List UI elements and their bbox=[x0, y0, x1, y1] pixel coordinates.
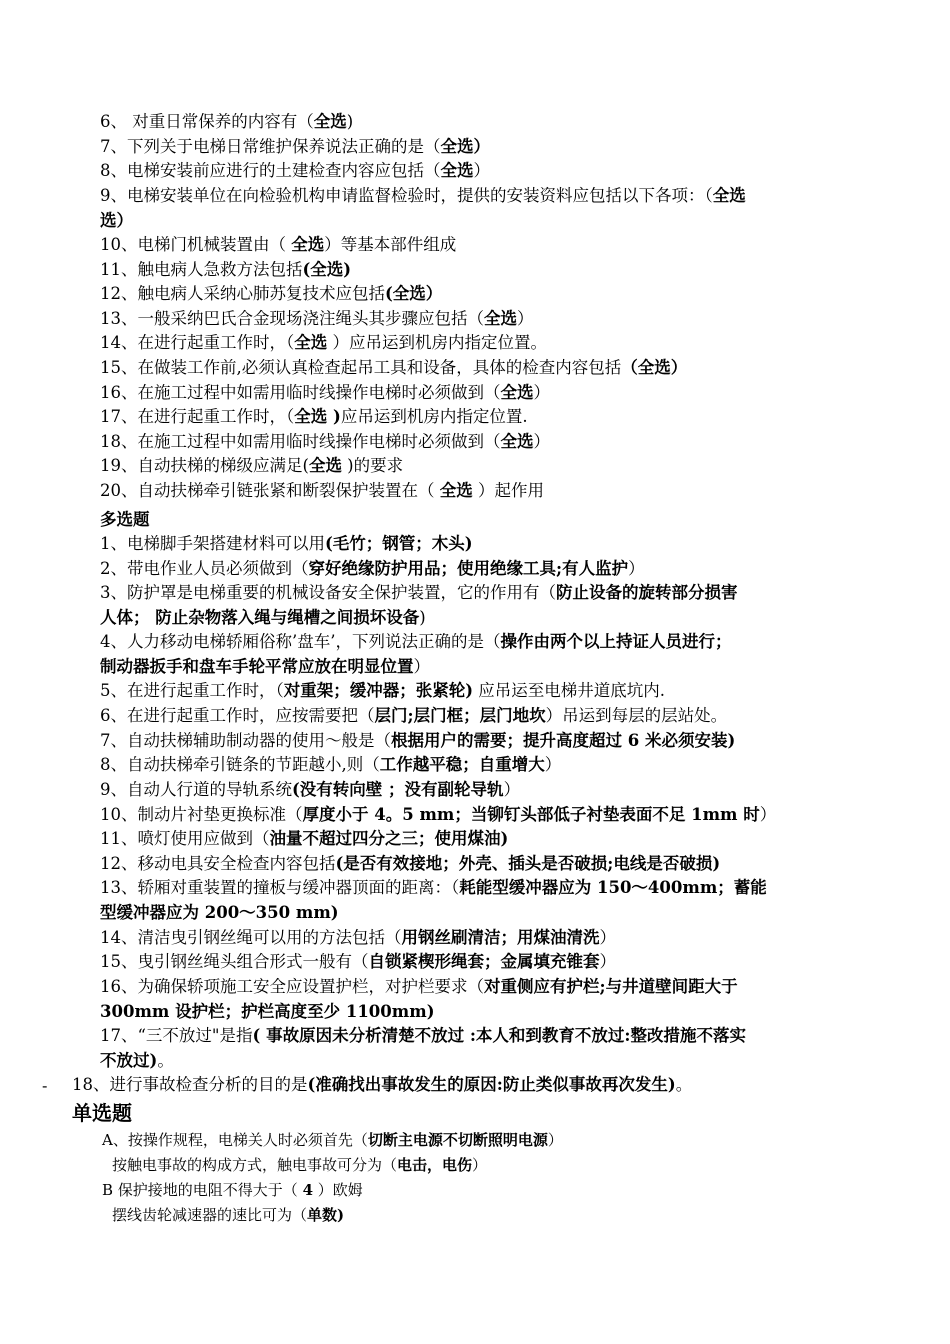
multi-item-3: 3、防护罩是电梯重要的机械设备安全保护装置，它的作用有（防止设备的旋转部分损害 bbox=[100, 583, 738, 602]
question-line: 12、触电病人采纳心肺苏复技术应包括(全选） bbox=[100, 284, 443, 304]
single-item-4: 摆线齿轮减速器的速比可为（单数) bbox=[112, 1206, 345, 1224]
multi-item-12: 12、移动电具安全检查内容包括(是否有效接地；外壳、插头是否破损;电线是否破损) bbox=[100, 854, 721, 873]
question-line: 10、电梯门机械装置由（ 全选）等基本部件组成 bbox=[100, 235, 457, 254]
question-line: 19、自动扶梯的梯级应满足(全选 )的要求 bbox=[100, 456, 404, 476]
multi-item-8: 8、自动扶梯牵引链条的节距越小,则（工作越平稳；自重增大） bbox=[100, 755, 562, 774]
question-line: 9、电梯安装单位在向检验机构申请监督检验时，提供的安装资料应包括以下各项：（全选 bbox=[100, 185, 746, 205]
question-line: 7、下列关于电梯日常维护保养说法正确的是（全选） bbox=[100, 136, 490, 156]
multi-item-17-cont: 不放过)。 bbox=[100, 1051, 174, 1070]
question-line: 11、触电病人急救方法包括(全选) bbox=[100, 259, 352, 279]
question-line: 16、在施工过程中如需用临时线操作电梯时必须做到（全选） bbox=[100, 382, 550, 402]
multi-item-2: 2、带电作业人员必须做到（穿好绝缘防护用品；使用绝缘工具;有人监护） bbox=[100, 559, 645, 578]
question-line: 17、在进行起重工作时，（全选 )应吊运到机房内指定位置. bbox=[100, 407, 528, 427]
line-9-continuation: 选） bbox=[100, 211, 133, 230]
multi-item-3-cont: 人体； 防止杂物落入绳与绳槽之间损坏设备) bbox=[100, 608, 426, 627]
multi-item-14: 14、清洁曳引钢丝绳可以用的方法包括（用钢丝刷清洁；用煤油清洗） bbox=[100, 928, 616, 947]
single-item-b: B 保护接地的电阻不得大于（ 4 ）欧姆 bbox=[102, 1181, 363, 1199]
multi-item-17: 17、“三不放过"是指( 事故原因未分析清楚不放过 :本人和到教育不放过:整改措施不落实 bbox=[100, 1026, 747, 1045]
multi-item-4: 4、人力移动电梯轿厢俗称’盘车’，下列说法正确的是（操作由两个以上持证人员进行； bbox=[100, 632, 732, 651]
question-line: 13、一般采纳巴氏合金现场浇注绳头其步骤应包括（全选） bbox=[100, 308, 534, 328]
multi-item-7: 7、自动扶梯辅助制动器的使用～般是（根据用户的需要；提升高度超过 6 米必须安装) bbox=[100, 731, 736, 750]
single-item-a: A、按操作规程，电梯关人时必须首先（切断主电源不切断照明电源） bbox=[102, 1131, 563, 1149]
multi-item-10: 10、制动片衬垫更换标准（厚度小于 4。5 mm；当铆钉头部低子衬垫表面不足 1mm 时） bbox=[100, 805, 777, 824]
multi-item-1: 1、电梯脚手架搭建材料可以用(毛竹；钢管；木头) bbox=[100, 534, 473, 553]
multi-item-13-cont: 型缓冲器应为 200～350 mm) bbox=[100, 903, 339, 922]
multi-item-13: 13、轿厢对重装置的撞板与缓冲器顶面的距离：（耗能型缓冲器应为 150～400mm；蓄能 bbox=[100, 878, 767, 897]
single-choice-heading: 单选题 bbox=[72, 1101, 132, 1125]
multi-item-4-cont: 制动器扳手和盘车手轮平常应放在明显位置） bbox=[100, 657, 430, 676]
multi-item-11: 11、喷灯使用应做到（油量不超过四分之三；使用煤油) bbox=[100, 829, 509, 848]
question-line: 18、在施工过程中如需用临时线操作电梯时必须做到（全选） bbox=[100, 431, 550, 451]
single-item-2: 按触电事故的构成方式，触电事故可分为（电击，电伤） bbox=[112, 1156, 488, 1174]
multi-item-5: 5、在进行起重工作时，（对重架；缓冲器；张紧轮) 应吊运至电梯井道底坑内. bbox=[100, 681, 666, 700]
multi-item-18: 18、进行事故检查分析的目的是(准确找出事故发生的原因:防止类似事故再次发生)。 bbox=[72, 1075, 693, 1094]
multi-item-9: 9、自动人行道的导轨系统(没有转向壁 ；没有副轮导轨） bbox=[100, 780, 521, 799]
question-line: 6、 对重日常保养的内容有（全选) bbox=[100, 112, 354, 131]
question-line: 15、在做装工作前,必须认真检查起吊工具和设备，具体的检查内容包括（全选） bbox=[100, 358, 688, 377]
list-dash-marker: - bbox=[42, 1076, 48, 1095]
multi-choice-heading: 多选题 bbox=[100, 510, 150, 529]
question-line: 20、自动扶梯牵引链张紧和断裂保护装置在（ 全选 ）起作用 bbox=[100, 481, 544, 500]
multi-item-16: 16、为确保轿项施工安全应设置护栏，对护栏要求（对重侧应有护栏;与井道壁间距大于 bbox=[100, 977, 738, 996]
multi-item-6: 6、在进行起重工作时，应按需要把（层门;层门框；层门地坎）吊运到每层的层站处。 bbox=[100, 706, 728, 725]
multi-item-15: 15、曳引钢丝绳头组合形式一般有（自锁紧楔形绳套；金属填充锥套） bbox=[100, 952, 616, 971]
question-line: 8、电梯安装前应进行的土建检查内容应包括（全选） bbox=[100, 161, 490, 181]
multi-item-16-cont: 300mm 设护栏；护栏高度至少 1100mm) bbox=[100, 1002, 435, 1021]
question-line: 14、在进行起重工作时，（全选 ）应吊运到机房内指定位置。 bbox=[100, 333, 547, 353]
